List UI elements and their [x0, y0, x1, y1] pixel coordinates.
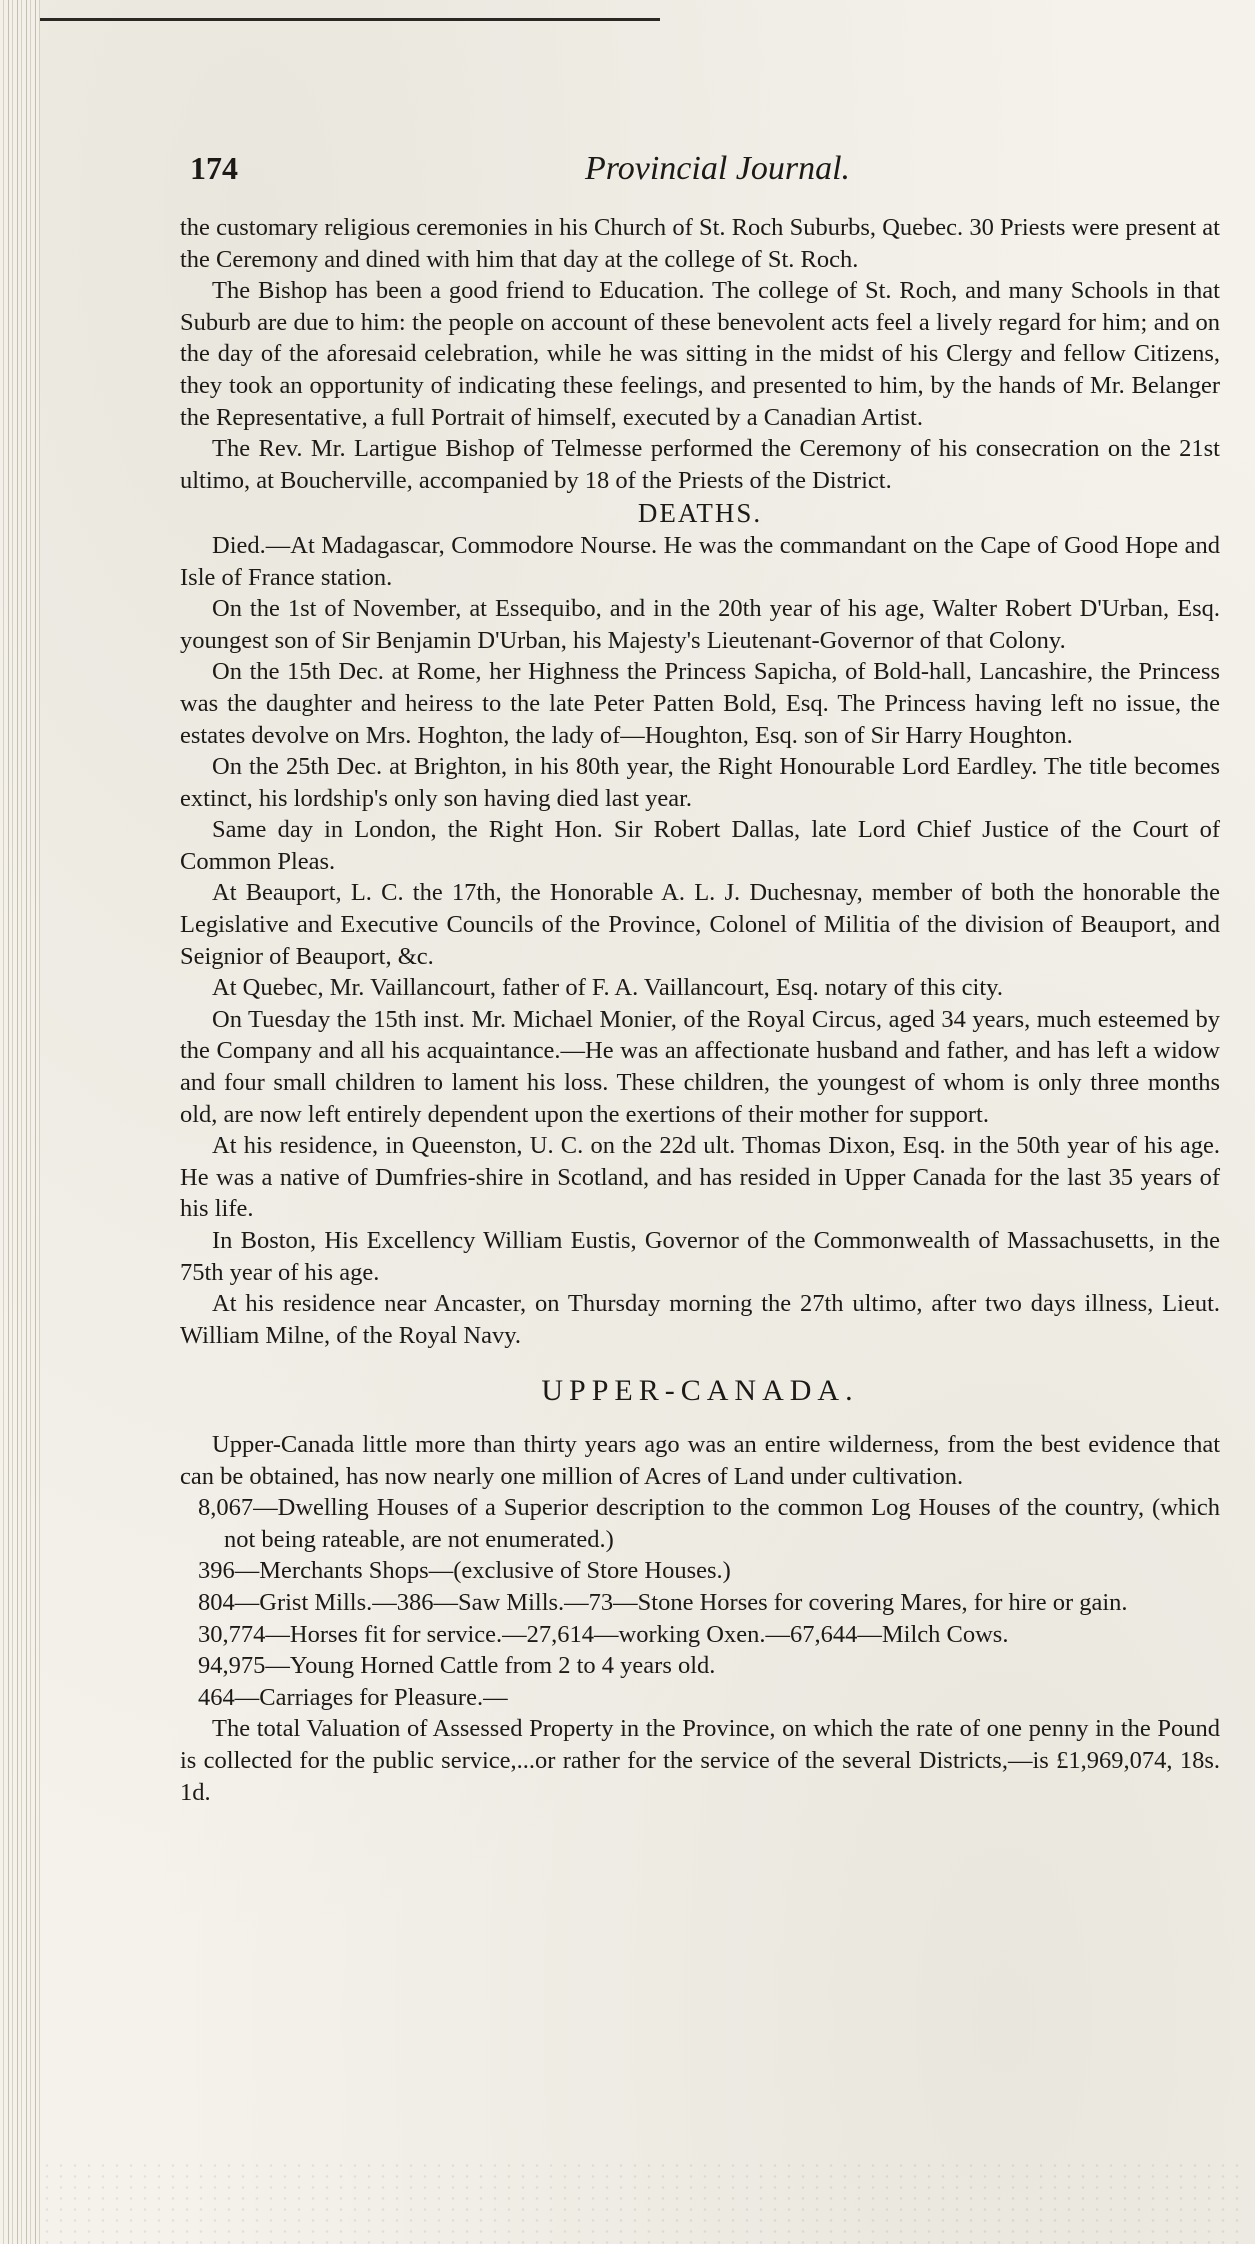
- death-entry: At his residence, in Queenston, U. C. on the 22d ult. Thomas Dixon, Esq. in the 50th year of his age. He was a native of Dumfries-shire in Scotland, and has resided in Upper Canada for the last 35 years of his life.: [180, 1132, 1220, 1223]
- running-head: Provincial Journal.: [585, 150, 851, 187]
- valuation-paragraph: The total Valuation of Assessed Property in the Province, on which the rate of one penny in the Pound is collected for the public service,...or rather for the service of the several Districts,—is £1,969,074, 18s. 1d.: [180, 1715, 1220, 1806]
- article-body: [180, 212, 1220, 1808]
- deaths-heading: DEATHS.: [637, 498, 763, 529]
- death-entry: Died.—At Madagascar, Commodore Nourse. He was the commandant on the Cape of Good Hope and Isle of France station.: [180, 531, 1220, 591]
- death-entry: At Beauport, L. C. the 17th, the Honorable A. L. J. Duchesnay, member of both the honorable the Legislative and Executive Councils of the Province, Colonel of Militia of the division of Beauport, and Seignior of Beauport, &c.: [180, 879, 1220, 970]
- statistic-item: 30,774—Horses fit for service.—27,614—working Oxen.—67,644—Milch Cows.: [198, 1620, 1009, 1648]
- paragraph: The Bishop has been a good friend to Education. The college of St. Roch, and many Schools in that Suburb are due to him: the people on account of these benevolent acts feel a lively regard for him; and on the day of the aforesaid celebration, while he was sitting in the midst of his Clergy and fellow Citizens, they took an opportunity of indicating these feelings, and presented to him, by the hands of Mr. Belanger the Representative, a full Portrait of himself, executed by a Canadian Artist.: [180, 277, 1220, 431]
- page-number: 174: [190, 150, 238, 186]
- paragraph: the customary religious ceremonies in his Church of St. Roch Suburbs, Quebec. 30 Priests were present at the Ceremony and dined with him that day at the college of St. Roch.: [180, 214, 1220, 273]
- statistic-item: 804—Grist Mills.—386—Saw Mills.—73—Stone Horses for covering Mares, for hire or gain.: [198, 1588, 1128, 1616]
- top-rule: [40, 18, 660, 21]
- death-entry: In Boston, His Excellency William Eustis, Governor of the Commonwealth of Massachusetts, in the 75th year of his age.: [180, 1227, 1220, 1286]
- death-entry: On the 25th Dec. at Brighton, in his 80th year, the Right Honourable Lord Eardley. The title becomes extinct, his lordship's only son having died last year.: [180, 753, 1220, 812]
- binding-edge: [0, 0, 40, 2244]
- death-entry: On Tuesday the 15th inst. Mr. Michael Monier, of the Royal Circus, aged 34 years, much esteemed by the Company and all his acquaintance.—He was an affectionate husband and father, and has left a widow and four small children to lament his loss. These children, the youngest of whom is only three months old, are now left entirely dependent upon the exertions of their mother for support.: [180, 1005, 1220, 1128]
- page-header: [190, 150, 1190, 200]
- death-entry: On the 15th Dec. at Rome, her Highness the Princess Sapicha, of Bold-hall, Lancashire, the Princess was the daughter and heiress to the late Peter Patten Bold, Esq. The Princess having left no issue, the estates devolve on Mrs. Hoghton, the lady of—Houghton, Esq. son of Sir Harry Houghton.: [180, 658, 1220, 749]
- death-entry: At his residence near Ancaster, on Thursday morning the 27th ultimo, after two days illness, Lieut. William Milne, of the Royal Navy.: [180, 1290, 1220, 1349]
- paragraph: The Rev. Mr. Lartigue Bishop of Telmesse performed the Ceremony of his consecration on the 21st ultimo, at Boucherville, accompanied by 18 of the Priests of the District.: [180, 435, 1220, 494]
- statistics-list: [180, 1492, 1220, 1713]
- statistic-item: 464—Carriages for Pleasure.—: [198, 1683, 508, 1711]
- death-entry: At Quebec, Mr. Vaillancourt, father of F. A. Vaillancourt, Esq. notary of this city.: [212, 974, 1003, 1002]
- statistic-item: 94,975—Young Horned Cattle from 2 to 4 years old.: [198, 1652, 716, 1680]
- upper-canada-heading: UPPER-CANADA.: [541, 1374, 859, 1408]
- statistic-item: 8,067—Dwelling Houses of a Superior description to the common Log Houses of the country, (which not being rateable, are not enumerated.): [198, 1494, 1220, 1553]
- death-entry: On the 1st of November, at Essequibo, and in the 20th year of his age, Walter Robert D'Urban, Esq. youngest son of Sir Benjamin D'Urban, his Majesty's Lieutenant-Governor of that Colony.: [180, 595, 1220, 654]
- upper-canada-intro: Upper-Canada little more than thirty years ago was an entire wilderness, from the best evidence that can be obtained, has now nearly one million of Acres of Land under cultivation.: [180, 1430, 1220, 1490]
- statistic-item: 396—Merchants Shops—(exclusive of Store Houses.): [198, 1557, 731, 1585]
- paper-speckle: [40, 2160, 1240, 2244]
- death-entry: Same day in London, the Right Hon. Sir Robert Dallas, late Lord Chief Justice of the Court of Common Pleas.: [180, 816, 1220, 875]
